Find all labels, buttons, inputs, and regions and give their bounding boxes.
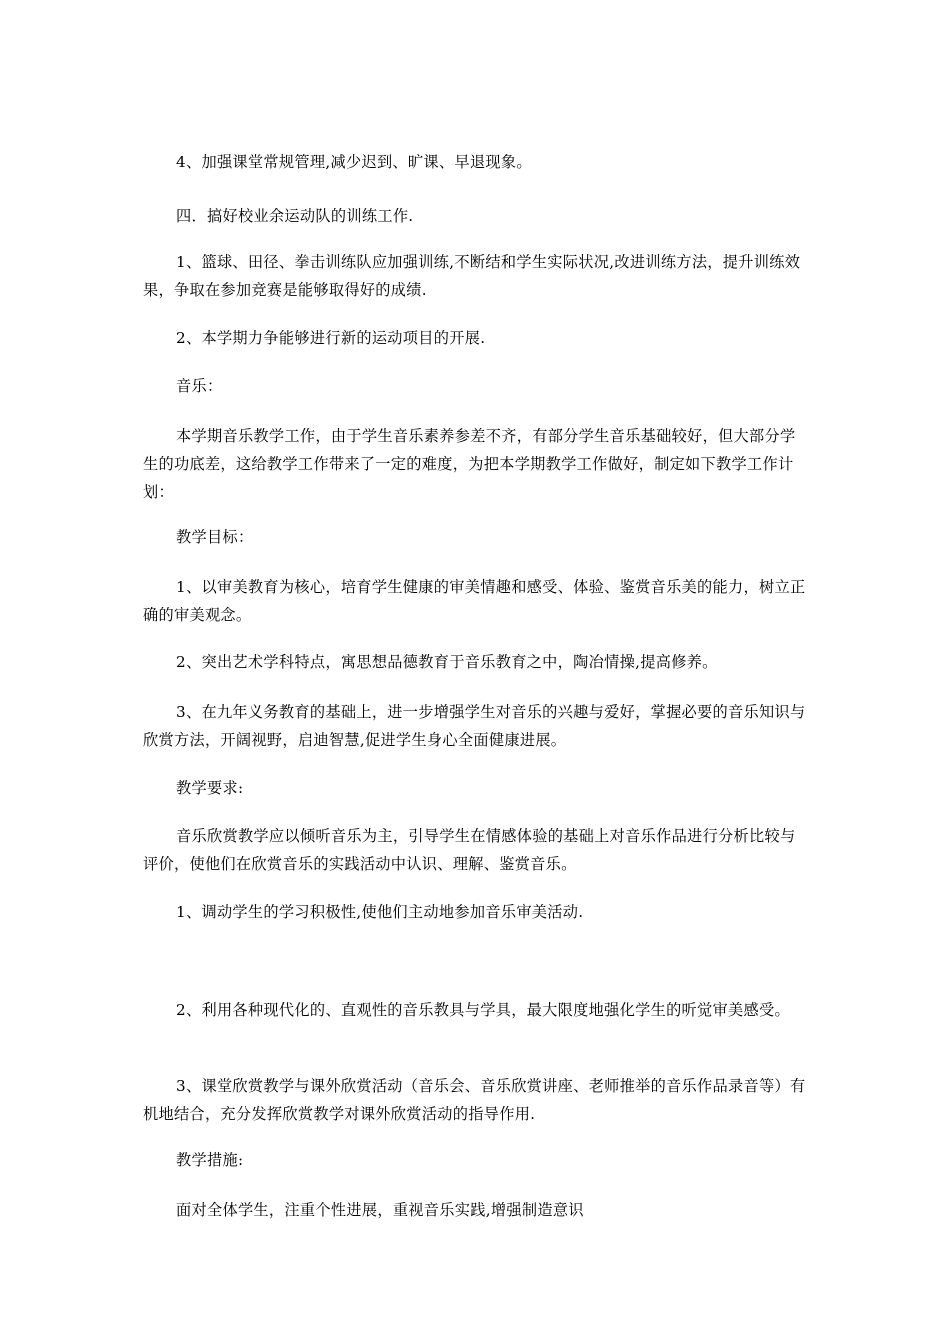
paragraph-item-1-training: 1、篮球、田径、拳击训练队应加强训练,不断结和学生实际状况,改进训练方法，提升训练效果，争取在参加竞赛是能够取得好的成绩. [143,253,801,299]
paragraph-requirement-3: 3、课堂欣赏教学与课外欣赏活动（音乐会、音乐欣赏讲座、老师推举的音乐作品录音等）有机地结合，充分发挥欣赏教学对课外欣赏活动的指导作用. [143,1077,806,1123]
paragraph-goal-1: 1、以审美教育为核心，培育学生健康的审美情趣和感受、体验、鉴赏音乐美的能力，树立正确的审美观念。 [143,578,806,624]
paragraph-requirement-1: 1、调动学生的学习积极性,使他们主动地参加音乐审美活动. [176,903,584,921]
heading-teaching-measures: 教学措施: [176,1151,244,1169]
paragraph-goal-3: 3、在九年义务教育的基础上，进一步增强学生对音乐的兴趣与爱好，掌握必要的音乐知识与欣赏方法，开阔视野，启迪智慧,促进学生身心全面健康进展。 [143,703,806,749]
paragraph-item-2-new-sports: 2、本学期力争能够进行新的运动项目的开展. [176,329,486,347]
heading-teaching-requirements: 教学要求: [176,779,244,797]
section-heading-sports-team: 四．搞好校业余运动队的训练工作. [176,207,414,225]
paragraph-item-4-reduce-lateness: 4、加强课堂常规管理,减少迟到、旷课、早退现象。 [176,153,532,171]
paragraph-requirement-2: 2、利用各种现代化的、直观性的音乐教具与学具，最大限度地强化学生的听觉审美感受。 [176,1001,790,1019]
paragraph-requirements-intro: 音乐欣赏教学应以倾听音乐为主，引导学生在情感体验的基础上对音乐作品进行分析比较与评价，使他们在欣赏音乐的实践活动中认识、理解、鉴赏音乐。 [143,827,796,873]
section-heading-music: 音乐： [176,377,223,395]
paragraph-measures: 面对全体学生，注重个性进展，重视音乐实践,增强制造意识 [176,1201,584,1219]
paragraph-goal-2: 2、突出艺术学科特点，寓思想品德教育于音乐教育之中，陶冶情操,提高修养。 [176,653,718,671]
heading-teaching-goals: 教学目标： [176,528,254,546]
paragraph-music-intro: 本学期音乐教学工作，由于学生音乐素养参差不齐，有部分学生音乐基础较好，但大部分学生的功底差，这给教学工作带来了一定的难度，为把本学期教学工作做好，制定如下教学工作计划： [143,427,796,501]
